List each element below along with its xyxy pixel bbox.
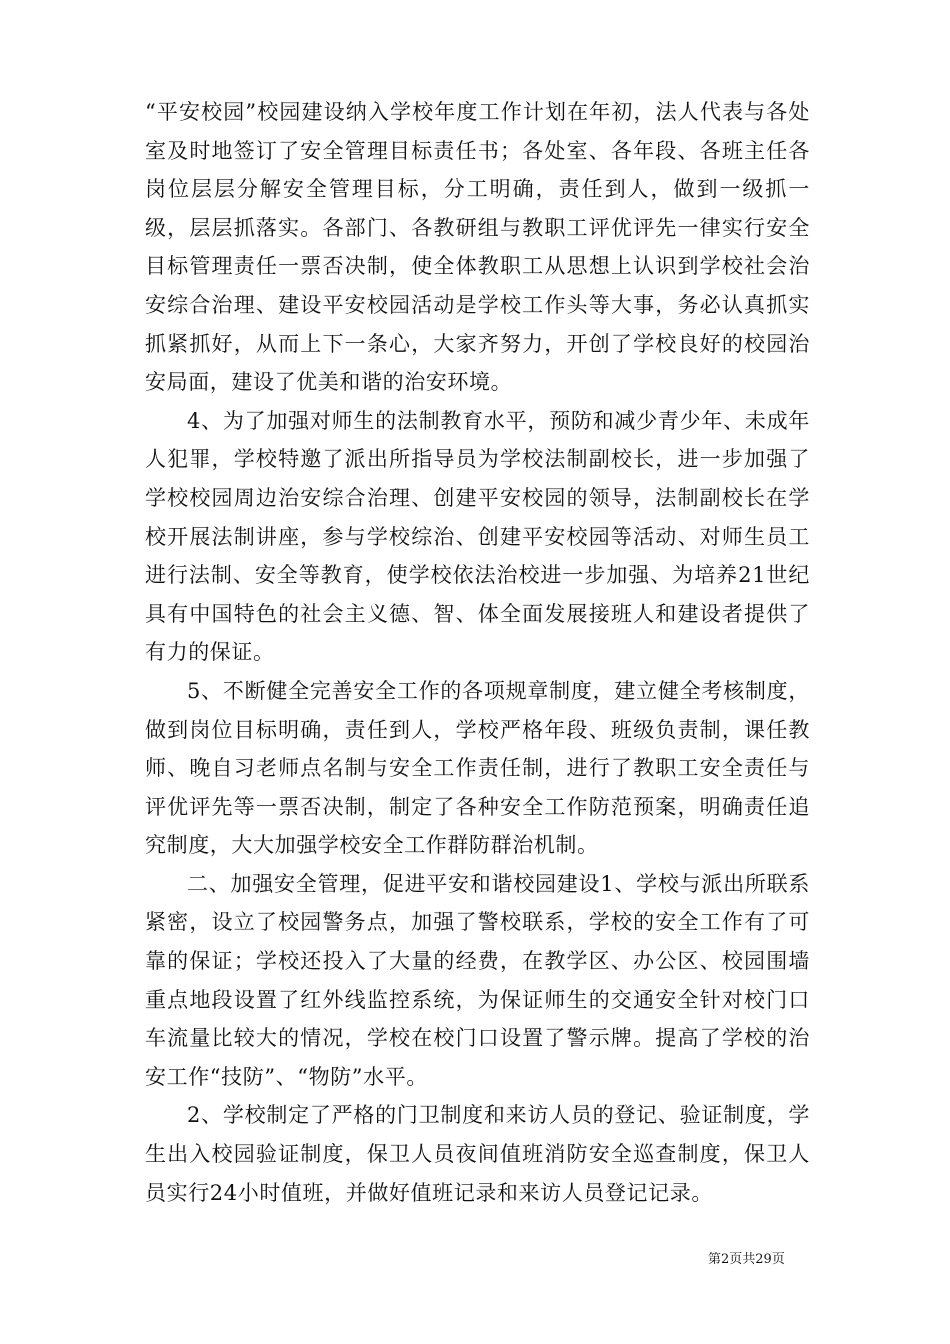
paragraph-2: 4、为了加强对师生的法制教育水平，预防和减少青少年、未成年人犯罪，学校特邀了派出所指导员为学校法制副校长，进一步加强了学校校园周边治安综合治理、创建平安校园的领导，法制副校长在学校开展法制讲座，参与学校综治、创建平安校园等活动、对师生员工进行法制、安全等教育，使学校依法治校进一步加强、为培养21世纪具有中国特色的社会主义德、智、体全面发展接班人和建设者提供了有力的保证。 [145,408,810,665]
paragraph-4: 二、加强安全管理，促进平安和谐校园建设1、学校与派出所联系紧密，设立了校园警务点，加强了警校联系，学校的安全工作有了可靠的保证；学校还投入了大量的经费，在教学区、办公区、校园围墙重点地段设置了红外线监控系统，为保证师生的交通安全针对校门口车流量比较大的情况，学校在校门口设置了警示牌。提高了学校的治安工作“技防”、“物防”水平。 [145,871,810,1089]
paragraph-3: 5、不断健全完善安全工作的各项规章制度，建立健全考核制度，做到岗位目标明确，责任到人，学校严格年段、班级负责制，课任教师、晚自习老师点名制与安全工作责任制，进行了教职工安全责任与评优评先等一票否决制，制定了各种安全工作防范预案，明确责任追究制度，大大加强学校安全工作群防群治机制。 [145,678,810,858]
page-number: 第2页共29页 [708,1252,785,1267]
paragraph-5: 2、学校制定了严格的门卫制度和来访人员的登记、验证制度，学生出入校园验证制度，保卫人员夜间值班消防安全巡查制度，保卫人员实行24小时值班，并做好值班记录和来访人员登记记录。 [145,1103,810,1205]
paragraph-1: “平安校园”校园建设纳入学校年度工作计划在年初，法人代表与各处室及时地签订了安全管理目标责任书；各处室、各年段、各班主任各岗位层层分解安全管理目标，分工明确，责任到人，做到一级抓一级，层层抓落实。各部门、各教研组与教职工评优评先一律实行安全目标管理责任一票否决制，使全体教职工从思想上认识到学校社会治安综合治理、建设平安校园活动是学校工作头等大事，务必认真抓实抓紧抓好，从而上下一条心，大家齐努力，开创了学校良好的校园治安局面，建设了优美和谐的治安环境。 [145,100,810,395]
document-body [145,93,810,1212]
